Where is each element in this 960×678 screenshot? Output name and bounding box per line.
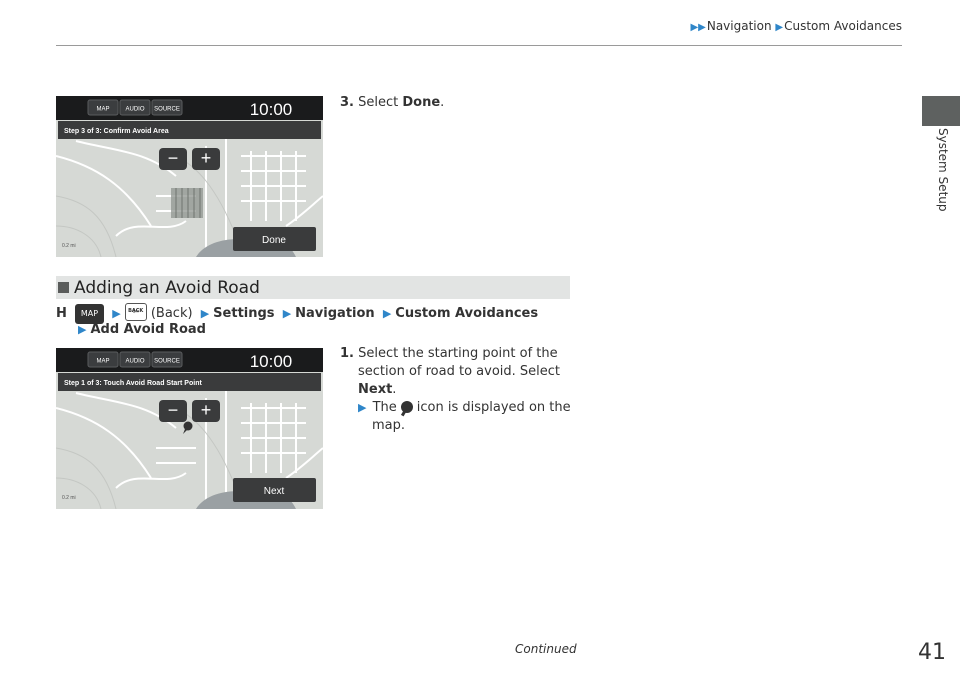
clock: 10:00 — [249, 352, 293, 371]
path-arrow-icon: ▶ — [200, 307, 210, 320]
zoom-in-icon: + — [200, 148, 212, 168]
chapter-label: System Setup — [936, 128, 950, 212]
step-banner: Step 1 of 3: Touch Avoid Road Start Point — [64, 380, 202, 387]
clock: 10:00 — [249, 100, 293, 119]
path-arrow-icon: ▶ — [78, 323, 87, 336]
step-text-line-1: Select the starting point of the — [358, 346, 558, 361]
tab-source[interactable]: SOURCE — [154, 106, 180, 113]
status-tabs — [88, 352, 182, 367]
path-arrow-icon: ▶ — [112, 307, 121, 320]
map-key-icon: MAP — [75, 304, 104, 324]
page-number: 41 — [918, 640, 946, 665]
back-label: (Back) — [150, 306, 193, 321]
section-header — [56, 276, 570, 299]
tab-map[interactable]: MAP — [96, 358, 110, 365]
step-3: 3. Select Done. — [340, 95, 445, 110]
zoom-in-icon: + — [200, 400, 212, 420]
breadcrumb-item-navigation[interactable]: Navigation — [706, 19, 772, 33]
next-button-label: Next — [263, 486, 285, 497]
path-arrow-icon: ▶ — [382, 307, 392, 320]
step-number: 1. — [340, 346, 354, 361]
step-1: 1. Select the starting point of the section of road to avoid. Select Next. ▶ The icon is displayed on the map. — [340, 345, 580, 435]
step-text-line-2: section of road to avoid. Select — [358, 364, 561, 379]
tab-source[interactable]: SOURCE — [154, 358, 180, 365]
tab-map[interactable]: MAP — [96, 106, 110, 113]
sub-step-post: icon is displayed on the — [416, 400, 571, 415]
screen-avoid-road-start-point — [56, 348, 323, 509]
ui-term-next: Next — [358, 382, 393, 397]
path-item-custom-avoidances: Custom Avoidances — [395, 306, 539, 321]
home-icon: H — [56, 306, 67, 321]
map-scale: 0.2 mi — [62, 243, 76, 249]
sub-arrow-icon: ▶ — [358, 401, 367, 414]
breadcrumb — [690, 19, 902, 33]
breadcrumb-item-custom-avoidances[interactable]: Custom Avoidances — [784, 19, 902, 33]
path-item-settings: Settings — [213, 306, 275, 321]
step-number: 3. — [340, 95, 354, 110]
section-bullet-icon — [58, 282, 69, 293]
breadcrumb-arrow-icon: ▶ — [775, 22, 784, 33]
back-key-icon — [125, 303, 147, 321]
sub-step-pre: The — [372, 400, 397, 415]
path-item-navigation: Navigation — [295, 306, 375, 321]
step-banner: Step 3 of 3: Confirm Avoid Area — [64, 128, 169, 135]
map-screen-svg — [56, 96, 323, 257]
header-divider — [56, 45, 902, 46]
step-text: Select — [358, 95, 399, 110]
menu-path-line-2 — [74, 321, 206, 339]
zoom-out-icon: − — [167, 148, 179, 168]
map-screen-svg — [56, 348, 323, 509]
chapter-tab — [922, 96, 960, 126]
path-arrow-icon: ▶ — [282, 307, 292, 320]
path-item-add-avoid-road: Add Avoid Road — [90, 322, 206, 337]
screen-confirm-avoid-area — [56, 96, 323, 257]
continued-note: Continued — [515, 642, 577, 656]
breadcrumb-arrow-icon: ▶▶ — [690, 22, 706, 33]
section-title: Adding an Avoid Road — [74, 277, 260, 298]
zoom-out-icon: − — [167, 400, 179, 420]
tab-audio[interactable]: AUDIO — [125, 358, 145, 365]
tab-audio[interactable]: AUDIO — [125, 106, 145, 113]
map-scale: 0.2 mi — [62, 495, 76, 501]
sub-step-line-2: map. — [372, 418, 406, 433]
ui-term-done: Done — [402, 95, 441, 110]
pin-icon — [401, 401, 413, 413]
done-button-label: Done — [262, 235, 286, 246]
status-tabs — [88, 100, 182, 115]
